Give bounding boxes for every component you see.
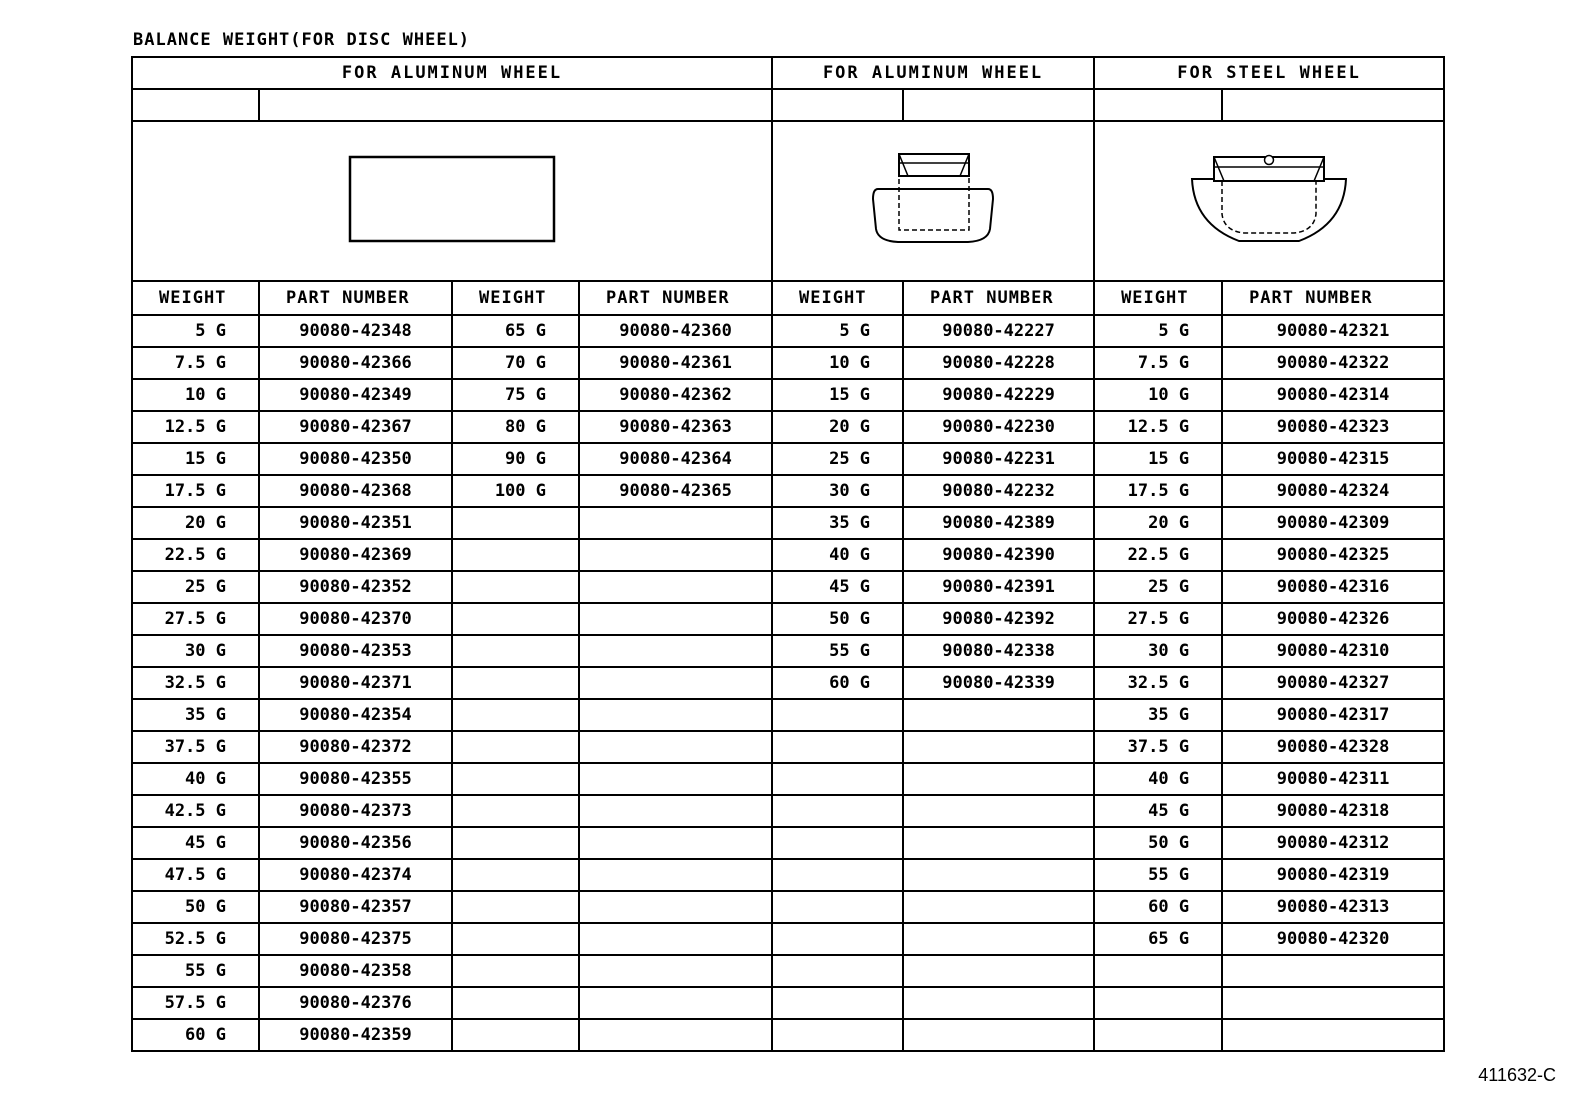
weight-cell	[452, 891, 579, 923]
weight-cell	[1094, 955, 1222, 987]
part-number-cell: 90080-42360	[579, 315, 772, 347]
weight-cell: 45 G	[132, 827, 259, 859]
weight-cell: 60 G	[772, 667, 903, 699]
part-number-cell: 90080-42314	[1222, 379, 1444, 411]
part-number-cell: 90080-42391	[903, 571, 1094, 603]
part-number-cell: 90080-42232	[903, 475, 1094, 507]
part-number-cell	[579, 603, 772, 635]
table-row	[132, 987, 1444, 1019]
weight-cell: 10 G	[1094, 379, 1222, 411]
weight-cell: 20 G	[132, 507, 259, 539]
table-row	[132, 411, 1444, 443]
part-number-cell: 90080-42319	[1222, 859, 1444, 891]
table-row	[132, 603, 1444, 635]
weight-cell: 37.5 G	[1094, 731, 1222, 763]
part-number-cell: 90080-42229	[903, 379, 1094, 411]
column-header-part-number: PART NUMBER	[259, 281, 452, 315]
weight-cell: 47.5 G	[132, 859, 259, 891]
weight-cell: 30 G	[132, 635, 259, 667]
part-number-cell: 90080-42321	[1222, 315, 1444, 347]
part-number-cell	[1222, 987, 1444, 1019]
part-number-cell	[1222, 1019, 1444, 1051]
group-header-steel: FOR STEEL WHEEL	[1094, 57, 1444, 89]
table-row	[132, 795, 1444, 827]
part-number-cell	[579, 699, 772, 731]
weight-cell	[452, 699, 579, 731]
weight-cell	[452, 827, 579, 859]
weight-cell	[452, 923, 579, 955]
part-number-cell	[579, 795, 772, 827]
part-number-cell: 90080-42351	[259, 507, 452, 539]
weight-cell: 30 G	[772, 475, 903, 507]
weight-cell: 25 G	[132, 571, 259, 603]
part-number-cell: 90080-42374	[259, 859, 452, 891]
clip-on-weight-steel-icon	[1184, 149, 1354, 249]
part-number-cell	[903, 763, 1094, 795]
part-number-cell	[903, 795, 1094, 827]
part-number-cell: 90080-42353	[259, 635, 452, 667]
blank-cell	[1094, 89, 1222, 121]
weight-cell: 45 G	[1094, 795, 1222, 827]
weight-cell: 50 G	[772, 603, 903, 635]
part-number-cell	[903, 859, 1094, 891]
part-number-cell: 90080-42364	[579, 443, 772, 475]
column-header-weight: WEIGHT	[452, 281, 579, 315]
weight-cell: 35 G	[772, 507, 903, 539]
weight-cell: 17.5 G	[1094, 475, 1222, 507]
reference-code: 411632-C	[1478, 1065, 1556, 1085]
weight-cell: 42.5 G	[132, 795, 259, 827]
part-number-cell	[579, 731, 772, 763]
weight-cell	[772, 859, 903, 891]
weight-cell: 25 G	[1094, 571, 1222, 603]
weight-cell: 40 G	[132, 763, 259, 795]
weight-cell: 40 G	[772, 539, 903, 571]
table-row	[132, 1019, 1444, 1051]
part-number-cell	[903, 699, 1094, 731]
part-number-cell: 90080-42312	[1222, 827, 1444, 859]
weight-cell: 15 G	[132, 443, 259, 475]
part-number-cell	[1222, 955, 1444, 987]
table-row	[132, 891, 1444, 923]
part-number-cell: 90080-42365	[579, 475, 772, 507]
weight-cell: 35 G	[132, 699, 259, 731]
weight-cell	[452, 763, 579, 795]
weight-cell: 100 G	[452, 475, 579, 507]
part-number-cell: 90080-42325	[1222, 539, 1444, 571]
weight-cell: 52.5 G	[132, 923, 259, 955]
weight-cell	[772, 763, 903, 795]
weight-cell: 27.5 G	[132, 603, 259, 635]
weight-cell: 40 G	[1094, 763, 1222, 795]
part-number-cell	[903, 923, 1094, 955]
weight-cell: 55 G	[1094, 859, 1222, 891]
column-header-part-number: PART NUMBER	[903, 281, 1094, 315]
weight-cell: 50 G	[1094, 827, 1222, 859]
table-row	[132, 507, 1444, 539]
part-number-cell	[579, 827, 772, 859]
weight-cell: 5 G	[772, 315, 903, 347]
table-row	[132, 539, 1444, 571]
part-number-cell	[579, 891, 772, 923]
weight-cell	[1094, 1019, 1222, 1051]
part-number-cell: 90080-42357	[259, 891, 452, 923]
part-number-cell	[903, 955, 1094, 987]
weight-cell	[452, 987, 579, 1019]
weight-cell	[452, 507, 579, 539]
part-number-cell: 90080-42327	[1222, 667, 1444, 699]
weight-cell: 50 G	[132, 891, 259, 923]
weight-cell: 75 G	[452, 379, 579, 411]
part-number-cell	[579, 859, 772, 891]
table-row	[132, 475, 1444, 507]
weight-cell: 30 G	[1094, 635, 1222, 667]
table-row	[132, 955, 1444, 987]
part-number-cell	[903, 1019, 1094, 1051]
table-row	[132, 699, 1444, 731]
weight-cell: 12.5 G	[132, 411, 259, 443]
part-number-cell: 90080-42358	[259, 955, 452, 987]
part-number-cell: 90080-42366	[259, 347, 452, 379]
part-number-cell	[579, 987, 772, 1019]
table-row	[132, 667, 1444, 699]
part-number-cell: 90080-42352	[259, 571, 452, 603]
table-row	[132, 827, 1444, 859]
part-number-cell: 90080-42389	[903, 507, 1094, 539]
weight-cell	[452, 603, 579, 635]
weight-cell	[772, 1019, 903, 1051]
part-number-cell: 90080-42339	[903, 667, 1094, 699]
part-number-cell: 90080-42371	[259, 667, 452, 699]
column-header-weight: WEIGHT	[772, 281, 903, 315]
blank-cell	[772, 89, 903, 121]
part-number-cell: 90080-42316	[1222, 571, 1444, 603]
column-header-part-number: PART NUMBER	[1222, 281, 1444, 315]
weight-cell	[452, 571, 579, 603]
weight-cell: 5 G	[132, 315, 259, 347]
weight-cell	[452, 667, 579, 699]
part-number-cell: 90080-42376	[259, 987, 452, 1019]
part-number-cell	[903, 987, 1094, 1019]
weight-cell: 55 G	[132, 955, 259, 987]
part-number-cell: 90080-42309	[1222, 507, 1444, 539]
weight-cell: 10 G	[772, 347, 903, 379]
part-number-cell	[579, 667, 772, 699]
part-number-cell: 90080-42349	[259, 379, 452, 411]
weight-cell: 37.5 G	[132, 731, 259, 763]
part-number-cell: 90080-42315	[1222, 443, 1444, 475]
part-number-cell: 90080-42231	[903, 443, 1094, 475]
part-number-cell: 90080-42326	[1222, 603, 1444, 635]
illustration-cell-aluminum-2	[772, 121, 1094, 281]
part-number-cell: 90080-42390	[903, 539, 1094, 571]
weight-cell	[1094, 987, 1222, 1019]
part-number-cell	[903, 827, 1094, 859]
data-rows	[132, 315, 1444, 1051]
illustration-cell-steel	[1094, 121, 1444, 281]
weight-cell	[452, 795, 579, 827]
part-number-cell	[579, 539, 772, 571]
weight-cell: 5 G	[1094, 315, 1222, 347]
weight-cell: 20 G	[1094, 507, 1222, 539]
page-title: BALANCE WEIGHT(FOR DISC WHEEL)	[133, 30, 471, 50]
part-number-cell: 90080-42348	[259, 315, 452, 347]
illustration-cell-aluminum-1	[132, 121, 772, 281]
part-number-cell: 90080-42368	[259, 475, 452, 507]
part-number-cell	[579, 923, 772, 955]
weight-cell: 22.5 G	[1094, 539, 1222, 571]
weight-cell	[772, 923, 903, 955]
weight-cell: 65 G	[1094, 923, 1222, 955]
weight-cell: 32.5 G	[132, 667, 259, 699]
part-number-cell: 90080-42230	[903, 411, 1094, 443]
weight-cell: 7.5 G	[1094, 347, 1222, 379]
weight-cell: 20 G	[772, 411, 903, 443]
part-number-cell: 90080-42313	[1222, 891, 1444, 923]
part-number-cell: 90080-42392	[903, 603, 1094, 635]
part-number-cell: 90080-42338	[903, 635, 1094, 667]
group-header-aluminum-2: FOR ALUMINUM WHEEL	[772, 57, 1094, 89]
part-number-cell: 90080-42324	[1222, 475, 1444, 507]
weight-cell: 80 G	[452, 411, 579, 443]
part-number-cell	[579, 955, 772, 987]
part-number-cell: 90080-42350	[259, 443, 452, 475]
weight-cell	[452, 1019, 579, 1051]
weight-cell	[772, 891, 903, 923]
part-number-cell: 90080-42355	[259, 763, 452, 795]
part-number-cell: 90080-42318	[1222, 795, 1444, 827]
part-number-cell: 90080-42373	[259, 795, 452, 827]
blank-cell	[903, 89, 1094, 121]
part-number-cell: 90080-42361	[579, 347, 772, 379]
blank-cell	[132, 89, 259, 121]
part-number-cell: 90080-42228	[903, 347, 1094, 379]
weight-cell	[772, 955, 903, 987]
table-row	[132, 635, 1444, 667]
balance-weight-table	[131, 56, 1445, 1052]
weight-cell: 90 G	[452, 443, 579, 475]
weight-cell	[452, 539, 579, 571]
part-number-cell: 90080-42322	[1222, 347, 1444, 379]
rectangle-weight-icon	[347, 154, 557, 244]
part-number-cell: 90080-42323	[1222, 411, 1444, 443]
part-number-cell: 90080-42369	[259, 539, 452, 571]
table-row	[132, 443, 1444, 475]
weight-cell: 27.5 G	[1094, 603, 1222, 635]
weight-cell: 17.5 G	[132, 475, 259, 507]
table-row	[132, 347, 1444, 379]
weight-cell	[452, 859, 579, 891]
part-number-cell	[579, 1019, 772, 1051]
weight-cell: 25 G	[772, 443, 903, 475]
table-row	[132, 731, 1444, 763]
part-number-cell: 90080-42367	[259, 411, 452, 443]
column-header-weight: WEIGHT	[1094, 281, 1222, 315]
part-number-cell: 90080-42375	[259, 923, 452, 955]
weight-cell	[772, 987, 903, 1019]
weight-cell: 10 G	[132, 379, 259, 411]
part-number-cell: 90080-42356	[259, 827, 452, 859]
part-number-cell: 90080-42354	[259, 699, 452, 731]
weight-cell: 45 G	[772, 571, 903, 603]
part-number-cell: 90080-42227	[903, 315, 1094, 347]
weight-cell: 60 G	[132, 1019, 259, 1051]
weight-cell: 32.5 G	[1094, 667, 1222, 699]
part-number-cell	[579, 507, 772, 539]
table-row	[132, 379, 1444, 411]
part-number-cell: 90080-42372	[259, 731, 452, 763]
weight-cell: 15 G	[772, 379, 903, 411]
table-row	[132, 859, 1444, 891]
weight-cell: 12.5 G	[1094, 411, 1222, 443]
clip-on-weight-aluminum-icon	[863, 149, 1003, 249]
weight-cell	[452, 731, 579, 763]
weight-cell: 57.5 G	[132, 987, 259, 1019]
part-number-cell	[903, 891, 1094, 923]
blank-cell	[1222, 89, 1444, 121]
part-number-cell: 90080-42370	[259, 603, 452, 635]
part-number-cell: 90080-42359	[259, 1019, 452, 1051]
part-number-cell: 90080-42320	[1222, 923, 1444, 955]
part-number-cell	[903, 731, 1094, 763]
part-number-cell: 90080-42363	[579, 411, 772, 443]
table-row	[132, 923, 1444, 955]
weight-cell: 7.5 G	[132, 347, 259, 379]
weight-cell: 15 G	[1094, 443, 1222, 475]
weight-cell	[772, 731, 903, 763]
group-header-aluminum-1: FOR ALUMINUM WHEEL	[132, 57, 772, 89]
part-number-cell: 90080-42362	[579, 379, 772, 411]
weight-cell	[772, 795, 903, 827]
weight-cell: 60 G	[1094, 891, 1222, 923]
table-row	[132, 571, 1444, 603]
part-number-cell: 90080-42328	[1222, 731, 1444, 763]
weight-cell	[452, 635, 579, 667]
weight-cell: 70 G	[452, 347, 579, 379]
weight-cell: 55 G	[772, 635, 903, 667]
weight-cell: 22.5 G	[132, 539, 259, 571]
part-number-cell: 90080-42317	[1222, 699, 1444, 731]
blank-cell	[259, 89, 772, 121]
part-number-cell	[579, 763, 772, 795]
weight-cell	[772, 699, 903, 731]
table-row	[132, 763, 1444, 795]
part-number-cell: 90080-42310	[1222, 635, 1444, 667]
column-header-weight: WEIGHT	[132, 281, 259, 315]
column-header-part-number: PART NUMBER	[579, 281, 772, 315]
weight-cell: 65 G	[452, 315, 579, 347]
weight-cell	[452, 955, 579, 987]
weight-cell	[772, 827, 903, 859]
weight-cell: 35 G	[1094, 699, 1222, 731]
part-number-cell	[579, 571, 772, 603]
part-number-cell: 90080-42311	[1222, 763, 1444, 795]
table-row	[132, 315, 1444, 347]
part-number-cell	[579, 635, 772, 667]
